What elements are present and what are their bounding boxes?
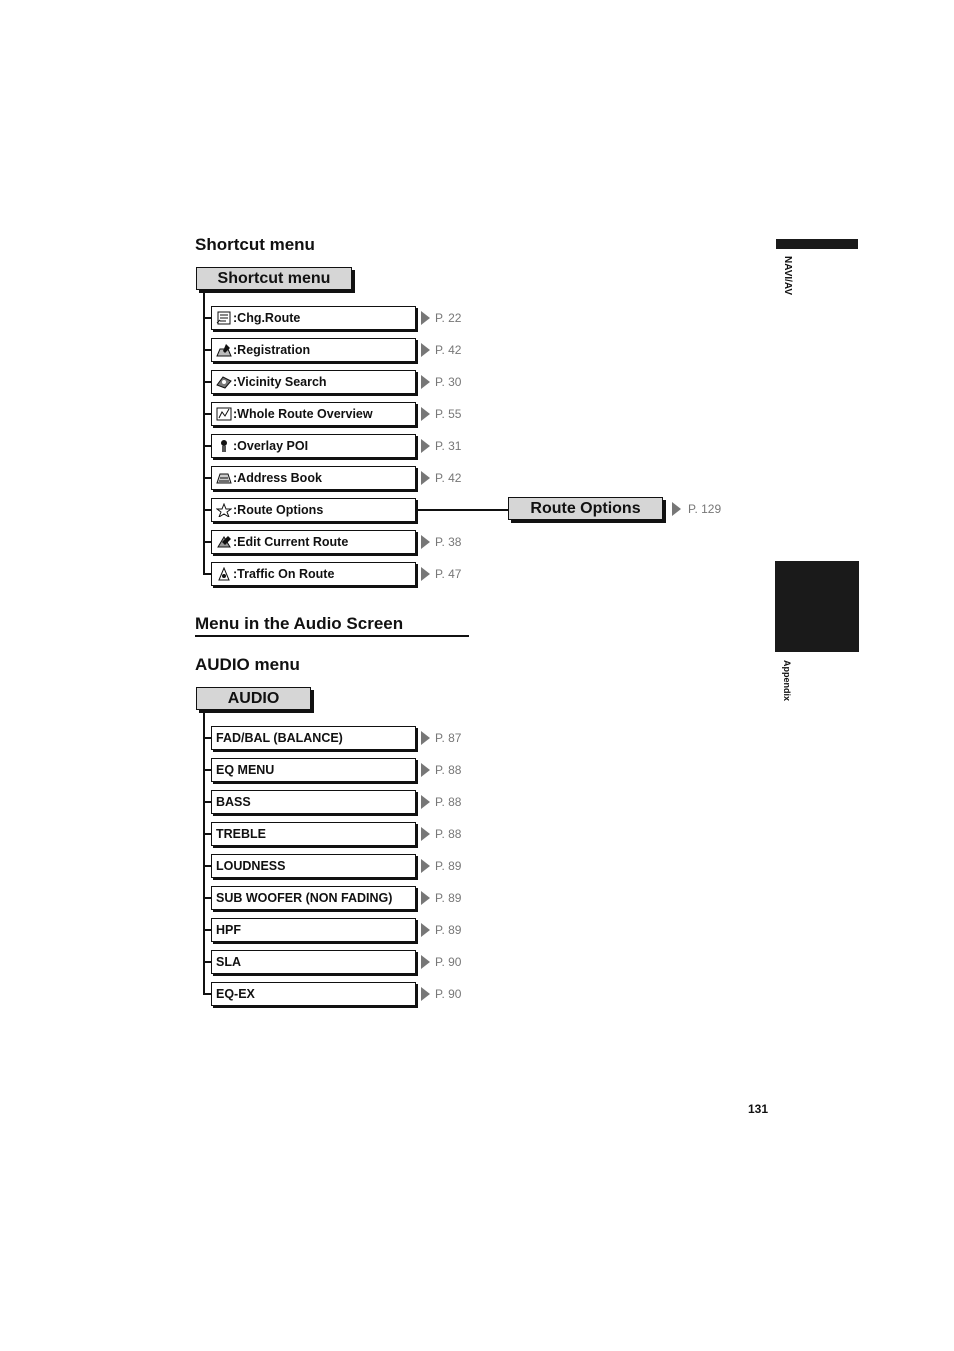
menu-item-label: :Whole Route Overview <box>233 407 373 421</box>
page-ref: P. 88 <box>435 827 462 841</box>
route-options-box: Route Options <box>508 497 663 520</box>
audio-menu-heading: AUDIO menu <box>195 655 300 674</box>
menu-item-label: LOUDNESS <box>216 859 286 873</box>
menu-item <box>211 918 416 942</box>
menu-item-label: :Traffic On Route <box>233 567 335 581</box>
page-ref: P. 22 <box>435 311 462 325</box>
menu-item-label: :Route Options <box>233 503 324 517</box>
menu-item-label: :Edit Current Route <box>233 535 349 549</box>
page-ref: P. 30 <box>435 375 462 389</box>
menu-item-label: :Overlay POI <box>233 439 309 453</box>
arrow-icon <box>421 731 430 745</box>
menu-item <box>211 498 416 522</box>
arrow-icon <box>421 407 430 421</box>
menu-item <box>211 338 416 362</box>
page-ref: P. 42 <box>435 343 462 357</box>
page-number: 131 <box>748 1102 769 1116</box>
page-ref: P. 89 <box>435 891 462 905</box>
arrow-icon <box>421 763 430 777</box>
page-ref: P. 55 <box>435 407 462 421</box>
route-options-connector <box>416 509 508 511</box>
shortcut-tree-line <box>203 290 205 574</box>
menu-item <box>211 790 416 814</box>
arrow-icon <box>421 891 430 905</box>
page-ref: P. 87 <box>435 731 462 745</box>
menu-item-label: SLA <box>216 955 241 969</box>
menu-item-label: :Registration <box>233 343 311 357</box>
page-ref: P. 31 <box>435 439 462 453</box>
menu-item <box>211 886 416 910</box>
route-options-icon <box>216 503 232 517</box>
menu-item <box>211 466 416 490</box>
menu-item <box>211 982 416 1006</box>
whole-route-overview-icon <box>216 407 232 421</box>
shortcut-menu-box: Shortcut menu <box>196 267 352 290</box>
shortcut-menu-heading: Shortcut menu <box>195 235 315 254</box>
chg-route-icon <box>216 311 232 325</box>
arrow-icon <box>421 567 430 581</box>
navi-av-tab <box>776 239 858 249</box>
menu-item <box>211 402 416 426</box>
appendix-label: Appendix <box>782 660 792 702</box>
route-options-page-ref: P. 129 <box>688 502 722 516</box>
page-ref: P. 89 <box>435 859 462 873</box>
menu-item-label: EQ MENU <box>216 763 275 777</box>
menu-item <box>211 306 416 330</box>
overlay-poi-icon <box>216 439 232 453</box>
audio-screen-heading-underline <box>195 635 469 637</box>
audio-tree-line <box>203 710 205 994</box>
arrow-icon <box>421 439 430 453</box>
arrow-icon <box>421 471 430 485</box>
audio-screen-heading: Menu in the Audio Screen <box>195 614 404 633</box>
edit-current-route-icon <box>216 535 232 549</box>
page-ref: P. 38 <box>435 535 462 549</box>
page-ref: P. 42 <box>435 471 462 485</box>
menu-item-label: TREBLE <box>216 827 266 841</box>
page-ref: P. 90 <box>435 955 462 969</box>
menu-item <box>211 950 416 974</box>
menu-item <box>211 758 416 782</box>
page-ref: P. 47 <box>435 567 462 581</box>
menu-item <box>211 530 416 554</box>
menu-item <box>211 726 416 750</box>
menu-item-label: HPF <box>216 923 241 937</box>
menu-item-label: :Chg.Route <box>233 311 301 325</box>
audio-menu-box: AUDIO <box>196 687 311 710</box>
route-options-arrow-icon <box>672 502 681 516</box>
menu-item <box>211 822 416 846</box>
arrow-icon <box>421 795 430 809</box>
menu-item-label: :Address Book <box>233 471 322 485</box>
menu-item <box>211 370 416 394</box>
traffic-on-route-icon <box>216 567 232 581</box>
vicinity-search-icon <box>216 375 232 389</box>
page-ref: P. 90 <box>435 987 462 1001</box>
menu-item-label: FAD/BAL (BALANCE) <box>216 731 343 745</box>
arrow-icon <box>421 987 430 1001</box>
registration-icon <box>216 343 232 357</box>
arrow-icon <box>421 923 430 937</box>
arrow-icon <box>421 827 430 841</box>
arrow-icon <box>421 535 430 549</box>
arrow-icon <box>421 375 430 389</box>
arrow-icon <box>421 343 430 357</box>
page-ref: P. 88 <box>435 795 462 809</box>
menu-item <box>211 562 416 586</box>
address-book-icon <box>216 471 232 485</box>
menu-item-label: BASS <box>216 795 251 809</box>
menu-item-label: EQ-EX <box>216 987 255 1001</box>
navi-av-label: NAVI/AV <box>782 256 793 296</box>
arrow-icon <box>421 859 430 873</box>
menu-item-label: :Vicinity Search <box>233 375 327 389</box>
page-ref: P. 88 <box>435 763 462 777</box>
page-ref: P. 89 <box>435 923 462 937</box>
menu-item-label: SUB WOOFER (NON FADING) <box>216 891 393 905</box>
menu-item <box>211 434 416 458</box>
appendix-tab <box>775 561 859 652</box>
arrow-icon <box>421 311 430 325</box>
arrow-icon <box>421 955 430 969</box>
menu-item <box>211 854 416 878</box>
